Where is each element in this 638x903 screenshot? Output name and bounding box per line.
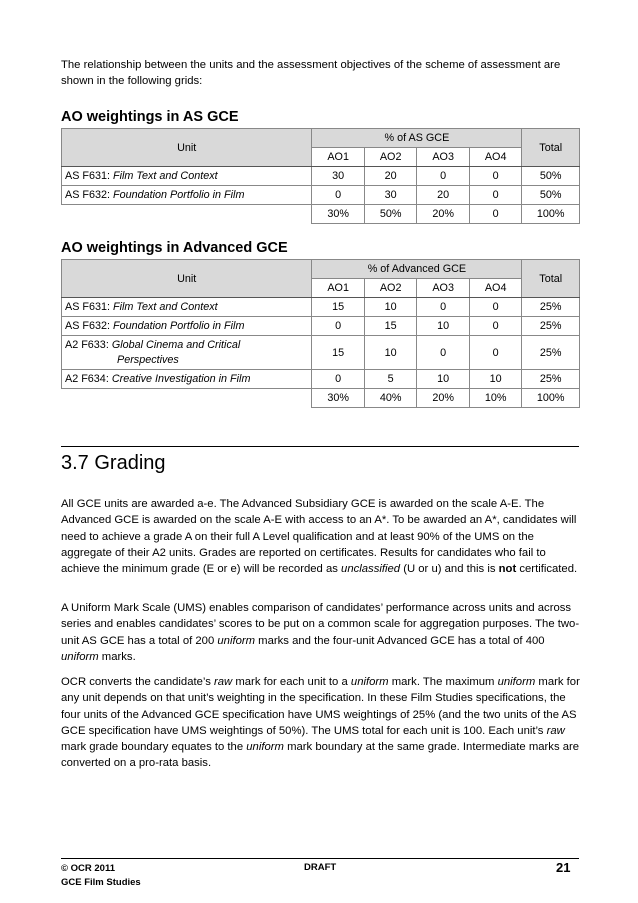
table-row (62, 186, 580, 205)
percent-header: % of AS GCE (312, 129, 522, 148)
total-column-header: Total (522, 129, 580, 167)
unit-column-header: Unit (62, 260, 312, 298)
blank-cell (62, 389, 312, 408)
table-row (62, 336, 580, 370)
value-cell: 30 (364, 186, 417, 205)
advanced-table-heading: AO weightings in Advanced GCE (61, 240, 288, 256)
total-cell: 100% (522, 389, 580, 408)
totals-row (62, 205, 580, 224)
draft-label: DRAFT (304, 862, 337, 873)
table-row (62, 167, 580, 186)
page-number: 21 (556, 860, 571, 875)
value-cell: 0 (469, 298, 522, 317)
section-title: 3.7 Grading (61, 452, 166, 474)
ao-header: AO3 (417, 279, 470, 298)
total-cell: 0 (469, 205, 522, 224)
total-cell: 25% (522, 370, 580, 389)
value-cell: 0 (417, 167, 470, 186)
value-cell: 0 (417, 336, 470, 370)
unit-cell: AS F632: Foundation Portfolio in Film (62, 186, 312, 205)
value-cell: 10 (469, 370, 522, 389)
ao-header: AO1 (312, 148, 365, 167)
value-cell: 0 (469, 336, 522, 370)
total-cell: 20% (417, 205, 470, 224)
value-cell: 15 (364, 317, 417, 336)
value-cell: 30 (312, 167, 365, 186)
ao-header: AO3 (417, 148, 470, 167)
unit-cell: AS F631: Film Text and Context (62, 167, 312, 186)
total-cell: 50% (522, 186, 580, 205)
total-cell: 30% (312, 389, 365, 408)
as-table-heading: AO weightings in AS GCE (61, 109, 239, 125)
table-row (62, 370, 580, 389)
table-row (62, 317, 580, 336)
total-column-header: Total (522, 260, 580, 298)
total-cell: 30% (312, 205, 365, 224)
totals-row (62, 389, 580, 408)
total-cell: 40% (364, 389, 417, 408)
value-cell: 10 (364, 336, 417, 370)
value-cell: 0 (417, 298, 470, 317)
intro-paragraph: The relationship between the units and the assessment objectives of the scheme of assessment are shown in the following grids: (61, 59, 561, 87)
paragraph-ums: A Uniform Mark Scale (UMS) enables comparison of candidates’ performance across units and across series and enables candidates’ scores to be put on a common scale for aggregation purposes. The two-unit AS GCE has a total of 200 uniform marks and the four-unit Advanced GCE has a total of 400 uniform marks. (61, 602, 580, 663)
value-cell: 0 (469, 167, 522, 186)
ao-header: AO2 (364, 148, 417, 167)
ao-header: AO4 (469, 148, 522, 167)
unit-cell: AS F631: Film Text and Context (62, 298, 312, 317)
unit-cell: A2 F634: Creative Investigation in Film (62, 370, 312, 389)
total-cell: 10% (469, 389, 522, 408)
unit-cell: AS F632: Foundation Portfolio in Film (62, 317, 312, 336)
total-cell: 20% (417, 389, 470, 408)
value-cell: 10 (364, 298, 417, 317)
total-cell: 50% (364, 205, 417, 224)
percent-header: % of Advanced GCE (312, 260, 522, 279)
section-divider (61, 446, 579, 447)
total-cell: 25% (522, 317, 580, 336)
value-cell: 0 (312, 317, 365, 336)
value-cell: 0 (469, 317, 522, 336)
total-cell: 50% (522, 167, 580, 186)
ao-header: AO2 (364, 279, 417, 298)
ao-header: AO1 (312, 279, 365, 298)
total-cell: 25% (522, 298, 580, 317)
footer-divider (61, 858, 579, 859)
subject-text: GCE Film Studies (61, 877, 141, 888)
table-row (62, 298, 580, 317)
paragraph-conversion: OCR converts the candidate’s raw mark for each unit to a uniform mark. The maximum uniform mark for any unit depends on that unit’s weighting in the specification. In these Film Studies specifications, the four units of the Advanced GCE specification have UMS weightings of 25% (and the two units of the AS GCE specification have UMS weightings of 50%). The UMS total for each unit is 100. Each unit’s raw mark grade boundary equates to the uniform mark boundary at the same grade. Intermediate marks are converted on a pro-rata basis. (61, 676, 580, 770)
value-cell: 10 (417, 370, 470, 389)
unit-cell: A2 F633: Global Cinema and Critical Perspectives (62, 336, 312, 370)
value-cell: 0 (312, 370, 365, 389)
value-cell: 15 (312, 336, 365, 370)
footer-left (61, 862, 141, 890)
total-cell: 25% (522, 336, 580, 370)
as-weightings-table (61, 128, 580, 224)
copyright-text: © OCR 2011 (61, 863, 115, 874)
value-cell: 5 (364, 370, 417, 389)
value-cell: 15 (312, 298, 365, 317)
paragraph-grading: All GCE units are awarded a-e. The Advanced Subsidiary GCE is awarded on the scale A-E. The Advanced GCE is awarded on the scale A-E with access to an A*. To be awarded an A*, candidates will need to achieve a grade A on their full A Level qualification and at least 90% of the UMS on the aggregate of their A2 units. Grades are reported on certificates. Results for candidates who fail to achieve the minimum grade (E or e) will be recorded as unclassified (U or u) and this is not certificated. (61, 498, 578, 576)
blank-cell (62, 205, 312, 224)
unit-column-header: Unit (62, 129, 312, 167)
value-cell: 20 (417, 186, 470, 205)
advanced-weightings-table (61, 259, 580, 408)
value-cell: 0 (312, 186, 365, 205)
value-cell: 0 (469, 186, 522, 205)
ao-header: AO4 (469, 279, 522, 298)
value-cell: 10 (417, 317, 470, 336)
value-cell: 20 (364, 167, 417, 186)
total-cell: 100% (522, 205, 580, 224)
